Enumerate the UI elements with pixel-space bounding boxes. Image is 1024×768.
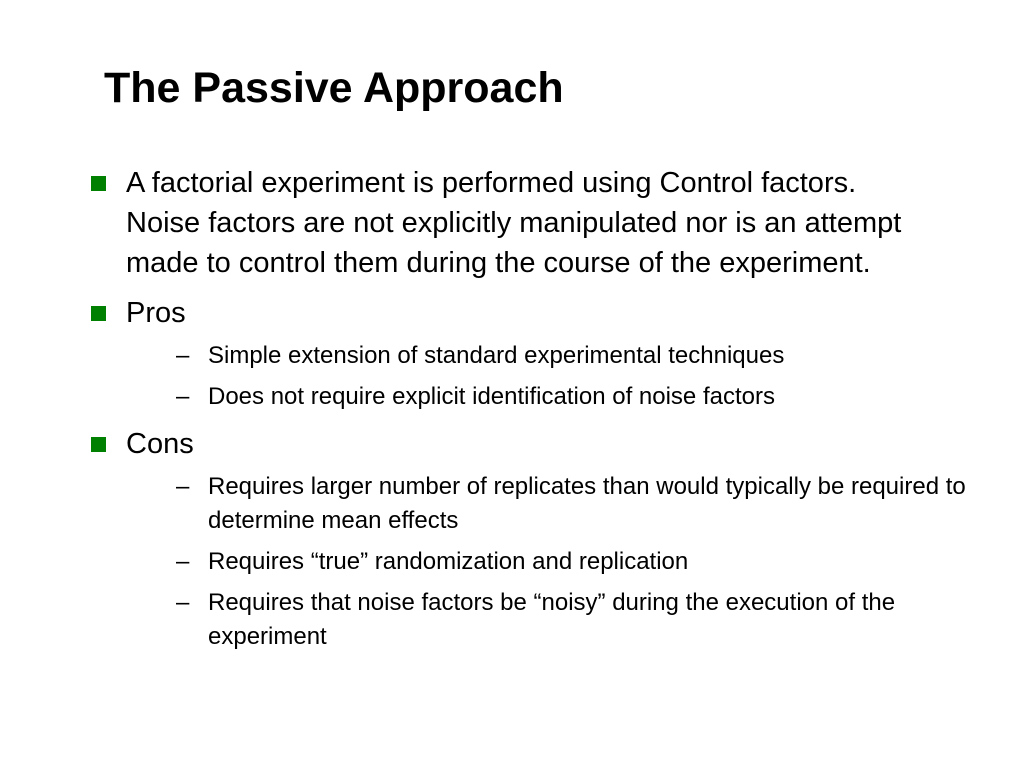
sub-text: Simple extension of standard experimental techniques [208,342,785,369]
bullet-text: Cons [126,428,194,460]
dash-bullet-icon: – [176,473,190,500]
bullet-item-cons [88,424,966,654]
sub-text: Requires larger number of replicates than would typically be required to determine mean effects [208,473,966,534]
sub-item [144,339,988,373]
bullet-item [88,163,926,283]
sub-text: Requires that noise factors be “noisy” during the execution of the experiment [208,589,896,650]
dash-bullet-icon: – [176,548,190,575]
slide-title: The Passive Approach [104,64,564,112]
square-bullet-icon [91,306,106,321]
bullet-text: A factorial experiment is performed using Control factors. Noise factors are not explicitly manipulated nor is an attempt made to control them during the course of the experiment. [126,167,902,279]
square-bullet-icon [91,437,106,452]
bullet-item-pros [88,293,926,414]
dash-bullet-icon: – [176,383,190,410]
bullet-text: Pros [126,297,186,329]
sub-text: Requires “true” randomization and replication [208,548,689,575]
dash-bullet-icon: – [176,589,190,616]
slide-body [88,163,988,654]
sub-text: Does not require explicit identification of noise factors [208,383,775,410]
sub-item [144,545,988,579]
sub-item [144,470,988,538]
sub-item [144,586,988,654]
sub-list [144,339,926,414]
square-bullet-icon [91,176,106,191]
sub-list [144,470,966,654]
sub-item [144,380,988,414]
dash-bullet-icon: – [176,342,190,369]
